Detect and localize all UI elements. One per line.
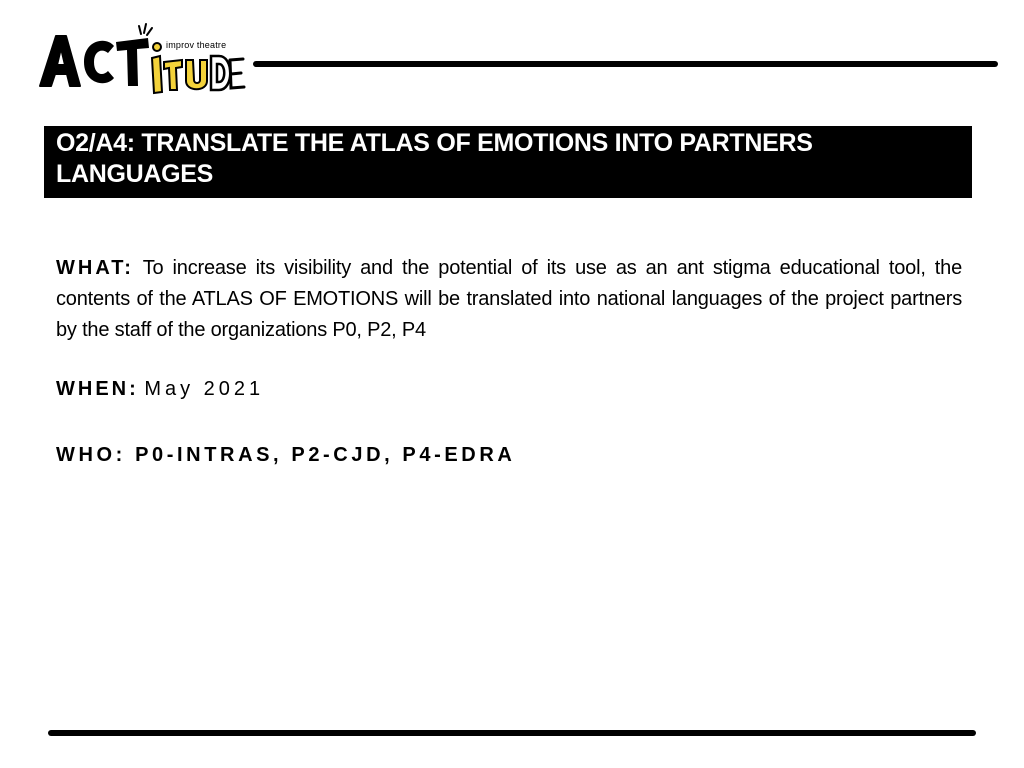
when-section [56,374,264,405]
when-label: WHEN: [56,378,139,400]
what-text: To increase its visibility and the potential of its use as an ant stigma educational tool, the contents of the ATLAS OF EMOTIONS will be translated into national languages of the project partners by the staff of the organizations P0, P2, P4 [56,257,962,341]
actitude-logo [36,20,246,100]
title-bar [44,126,972,198]
who-line: WHO: P0-INTRAS, P2-CJD, P4-EDRA [56,444,516,466]
slide-title: O2/A4: TRANSLATE THE ATLAS OF EMOTIONS INTO PARTNERS LANGUAGES [56,129,813,188]
bottom-divider [48,730,976,736]
what-section [56,253,962,346]
what-label: WHAT: [56,257,134,279]
top-divider [253,61,998,67]
when-value: May 2021 [144,378,265,400]
what-paragraph [56,253,962,346]
actitude-wordmark-logo [36,20,246,100]
logo-subtitle: improv theatre [166,40,227,50]
